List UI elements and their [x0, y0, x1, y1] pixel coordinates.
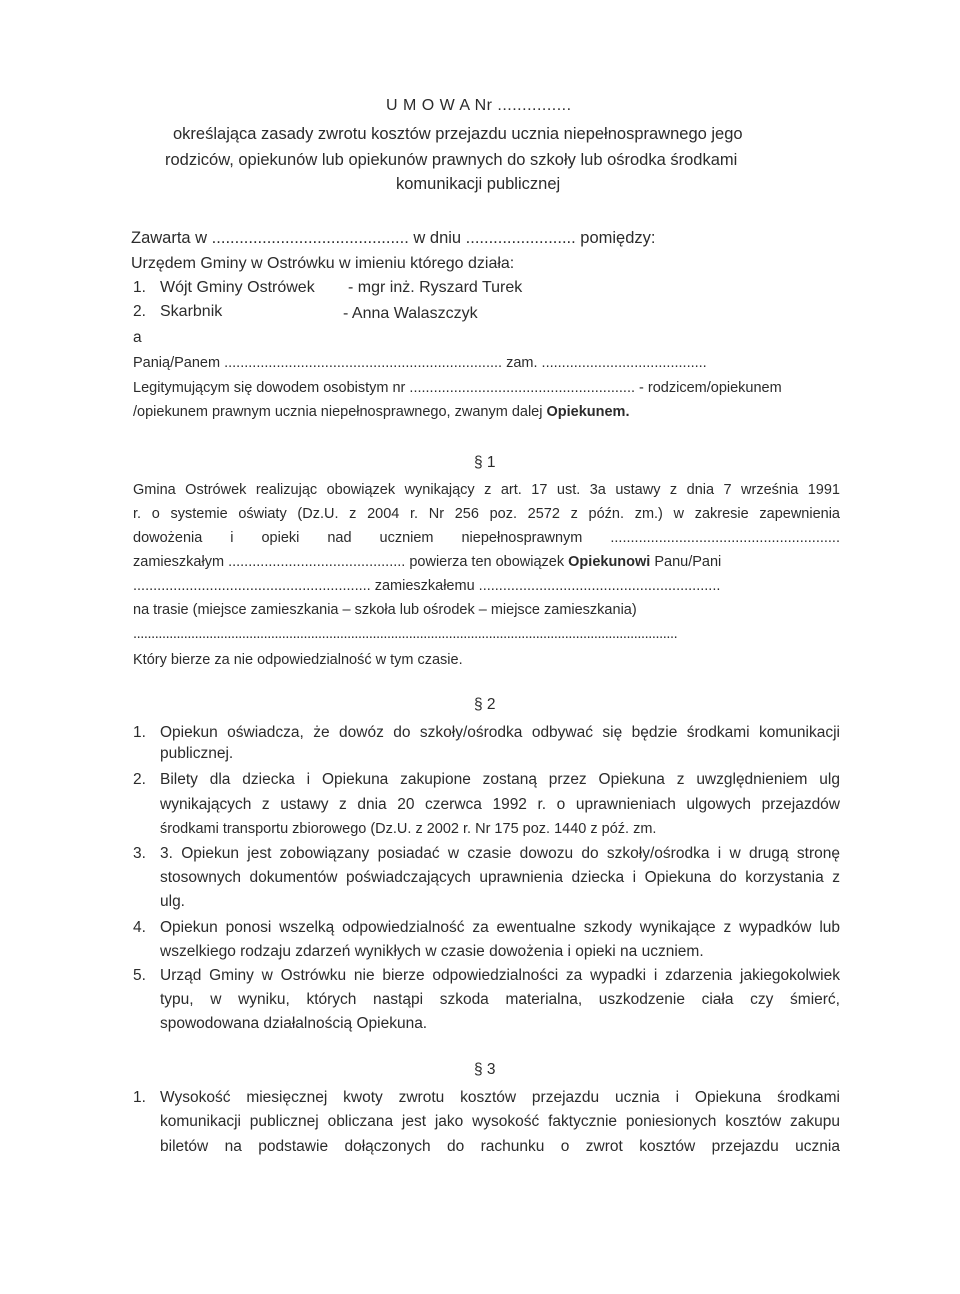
s2-item-1-line-1: Opiekun oświadcza, że dowóz do szkoły/ośrodka odbywać się będzie środkami komunikacji [160, 724, 840, 741]
s2-item-2-line-2: wynikających z ustawy z dnia 20 czerwca 1992 r. o uprawnieniach ulgowych przejazdów [160, 796, 840, 813]
s2-item-1-number: 1. [133, 724, 146, 741]
s2-item-5-line-2: typu, w wyniku, których nastąpi szkoda materialna, uszkodzenie ciała czy śmierć, [160, 991, 840, 1008]
s2-item-3-line-3: ulg. [160, 893, 185, 910]
s1-resident-term: Opiekunowi [568, 554, 651, 570]
s2-item-2-number: 2. [133, 771, 146, 788]
office-line: Urzędem Gminy w Ostrówku w imieniu którego działa: [131, 255, 515, 272]
s1-resident-line-2: ........................................................... zamieszkałemu ............................................................ [133, 578, 721, 594]
s1-resident-prefix: zamieszkałym ............................................ powierza ten obowiązek [133, 554, 565, 570]
s2-item-5-line-1: Urząd Gminy w Ostrówku nie bierze odpowiedzialności za wypadki i zdarzenia jakiegokolwiek [160, 967, 840, 984]
s3-item-1-line-3: biletów na podstawie dołączonych do rachunku o zwrot kosztów przejazdu ucznia [160, 1138, 840, 1155]
s1-line-2: r. o systemie oświaty (Dz.U. z 2004 r. Nr 256 poz. 2572 z późn. zm.) w zakresie zapewnienia [133, 506, 840, 522]
s2-item-2-line-3: środkami transportu zbiorowego (Dz.U. z 2002 r. Nr 175 poz. 1440 z póź. zm. [160, 821, 657, 837]
s3-item-1-number: 1. [133, 1089, 146, 1106]
s2-item-3-line-1: 3. Opiekun jest zobowiązany posiadać w czasie dowozu do szkoły/ośrodka i w drugą stronę [160, 845, 840, 862]
guardian-term: Opiekunem. [546, 404, 630, 420]
and-word: a [133, 329, 142, 346]
guardian-line [133, 402, 629, 422]
official-1-number: 1. [133, 279, 146, 296]
document-subtitle-line-2: rodziców, opiekunów lub opiekunów prawnych do szkoły lub ośrodka środkami [165, 151, 738, 169]
document-subtitle-line-1: określająca zasady zwrotu kosztów przejazdu ucznia niepełnosprawnego jego [173, 125, 743, 143]
s1-line-3: dowożenia i opieki nad uczniem niepełnosprawnym ......................................................... [133, 530, 840, 546]
document-subtitle-line-3: komunikacji publicznej [396, 175, 561, 193]
section-3-heading: § 3 [474, 1061, 496, 1078]
official-1-role: Wójt Gminy Ostrówek [160, 279, 315, 296]
s2-item-4-line-2: wszelkiego rodzaju zdarzeń wynikłych w czasie dowożenia i opieki na uczniem. [160, 943, 704, 960]
official-1-name: - mgr inż. Ryszard Turek [348, 279, 523, 296]
s2-item-4-line-1: Opiekun ponosi wszelką odpowiedzialność za ewentualne szkody wynikające z wypadków lub [160, 919, 840, 936]
s2-item-4-number: 4. [133, 919, 146, 936]
s2-item-3-number: 3. [133, 845, 146, 862]
s2-item-2-line-1: Bilety dla dziecka i Opiekuna zakupione zostaną przez Opiekuna z uwzględnieniem ulg [160, 771, 840, 788]
s2-item-1-line-2: publicznej. [160, 745, 234, 762]
id-line: Legitymującym się dowodem osobistym nr ........................................................ - rodzicem/opiekunem [133, 380, 782, 396]
official-2-role: Skarbnik [160, 303, 223, 320]
s1-line-1: Gmina Ostrówek realizując obowiązek wynikający z art. 17 ust. 3a ustawy z dnia 7 września 1991 [133, 482, 840, 498]
s1-dots-line: ...................................................................................................................................................... [133, 626, 678, 642]
section-2-heading: § 2 [474, 696, 496, 713]
party-line: Panią/Panem ..................................................................... zam. ......................................... [133, 355, 707, 371]
section-1-heading: § 1 [474, 454, 496, 471]
guardian-text: /opiekunem prawnym ucznia niepełnosprawnego, zwanym dalej [133, 404, 543, 420]
s3-item-1-line-2: komunikacji publicznej obliczana jest jako wysokość faktycznie poniesionych kosztów zakupu [160, 1113, 840, 1130]
s2-item-3-line-2: stosownych dokumentów poświadczających uprawnienia dziecka i Opiekuna do korzystania z [160, 869, 840, 886]
document-title: U M O W A Nr ............... [386, 97, 572, 114]
s1-route-line: na trasie (miejsce zamieszkania – szkoła lub ośrodek – miejsce zamieszkania) [133, 602, 637, 618]
s3-item-1-line-1: Wysokość miesięcznej kwoty zwrotu kosztów przejazdu ucznia i Opiekuna środkami [160, 1089, 840, 1106]
s1-responsibility-line: Który bierze za nie odpowiedzialność w tym czasie. [133, 652, 463, 668]
official-2-name: - Anna Walaszczyk [343, 305, 478, 322]
s1-resident-suffix: Panu/Pani [654, 554, 722, 570]
s1-resident-line [133, 552, 721, 572]
concluded-line: Zawarta w ........................................... w dniu ........................ pomiędzy: [131, 229, 656, 247]
s2-item-5-line-3: spowodowana działalnością Opiekuna. [160, 1015, 428, 1032]
s2-item-5-number: 5. [133, 967, 146, 984]
official-2-number: 2. [133, 303, 146, 320]
